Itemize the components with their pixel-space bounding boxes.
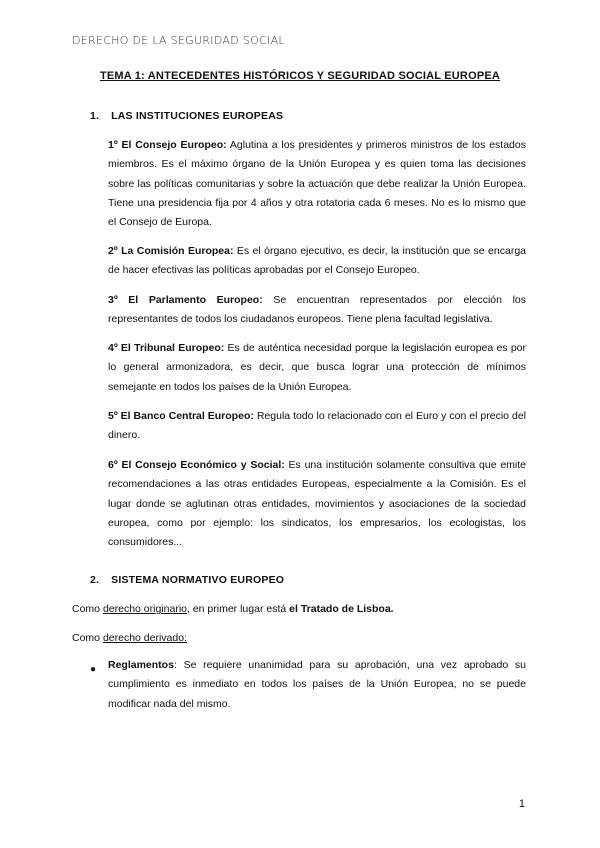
line-prefix: Como [72,603,103,615]
bullet-text-content: : Se requiere unanimidad para su aprobación, una vez aprobado su cumplimiento es inmediato en todos los países de la Unión Europea, no se puede modificar nada del mismo. [108,659,526,710]
running-header: DERECHO DE LA SEGURIDAD SOCIAL [72,34,285,47]
section-2-number: 2. [90,574,100,586]
line-prefix: Como [72,632,103,644]
item-label: 2º La Comisión Europea: [108,245,234,257]
paragraph-tribunal-europeo [108,339,526,397]
item-text: Es el órgano ejecutivo, es decir, la institución que se encarga de hacer efectivas las políticas aprobadas por el Consejo Europeo. [108,245,526,277]
paragraph-comision-europea [108,242,526,281]
line-middle: , en primer lugar está [187,603,290,615]
section-1-heading [90,110,283,122]
paragraph-banco-central [108,407,526,446]
item-text: Es de auténtica necesidad porque la legislación europea es por lo general armonizadora, es decir, que busca lograr una protección de mínimos semejante en todos los países de la Unión Europea. [108,342,526,393]
section-2-title: SISTEMA NORMATIVO EUROPEO [111,574,285,586]
item-label: 4º El Tribunal Europeo: [108,342,225,354]
bullet-icon: ● [90,664,97,675]
underlined-term: derecho derivado: [102,632,187,644]
item-label: 5º El Banco Central Europeo: [108,410,254,422]
bullet-label: Reglamentos [108,659,174,671]
item-label: 6º El Consejo Económico y Social: [108,459,285,471]
section-1-title: LAS INSTITUCIONES EUROPEAS [111,110,284,122]
derecho-originario-line [72,600,394,619]
item-label: 3º El Parlamento Europeo: [108,294,263,306]
derecho-derivado-line [72,629,187,648]
page-number: 1 [518,798,525,810]
bold-term: el Tratado de Lisboa. [289,603,394,615]
bullet-reglamentos [108,656,526,714]
item-text: Es una institución solamente consultiva que emite recomendaciones a las otras entidades Europeas, especialmente a la Comisión. Es el lugar donde se aglutinan otras entidades, movimientos y asociaciones de la sociedad europea, como por ejemplo: los sindicatos, los empresarios, los ecologistas, los consumidores... [108,459,526,549]
item-text: Aglutina a los presidentes y primeros ministros de los estados miembros. Es el máximo órgano de la Unión Europea y es quien toma las decisiones sobre las políticas comunitarias y sobre la actuación que debe realizar la Unión Europea. Tiene una presidencia fija por 4 años y otra rotatoria cada 6 meses. No es lo mismo que el Consejo de Europa. [108,139,526,229]
item-text: Se encuentran representados por elección los representantes de todos los ciudadanos europeos. Tiene plena facultad legislativa. [108,294,526,326]
paragraph-parlamento-europeo [108,291,526,330]
section-2-heading [90,574,284,586]
paragraph-consejo-economico [108,456,526,552]
section-1-number: 1. [90,110,100,122]
paragraph-consejo-europeo [108,136,526,232]
item-label: 1º El Consejo Europeo: [108,139,227,151]
item-text: Regula todo lo relacionado con el Euro y con el precio del dinero. [108,410,526,442]
document-title: TEMA 1: ANTECEDENTES HISTÓRICOS Y SEGURIDAD SOCIAL EUROPEA [99,70,501,82]
underlined-term: derecho originario [102,603,187,615]
